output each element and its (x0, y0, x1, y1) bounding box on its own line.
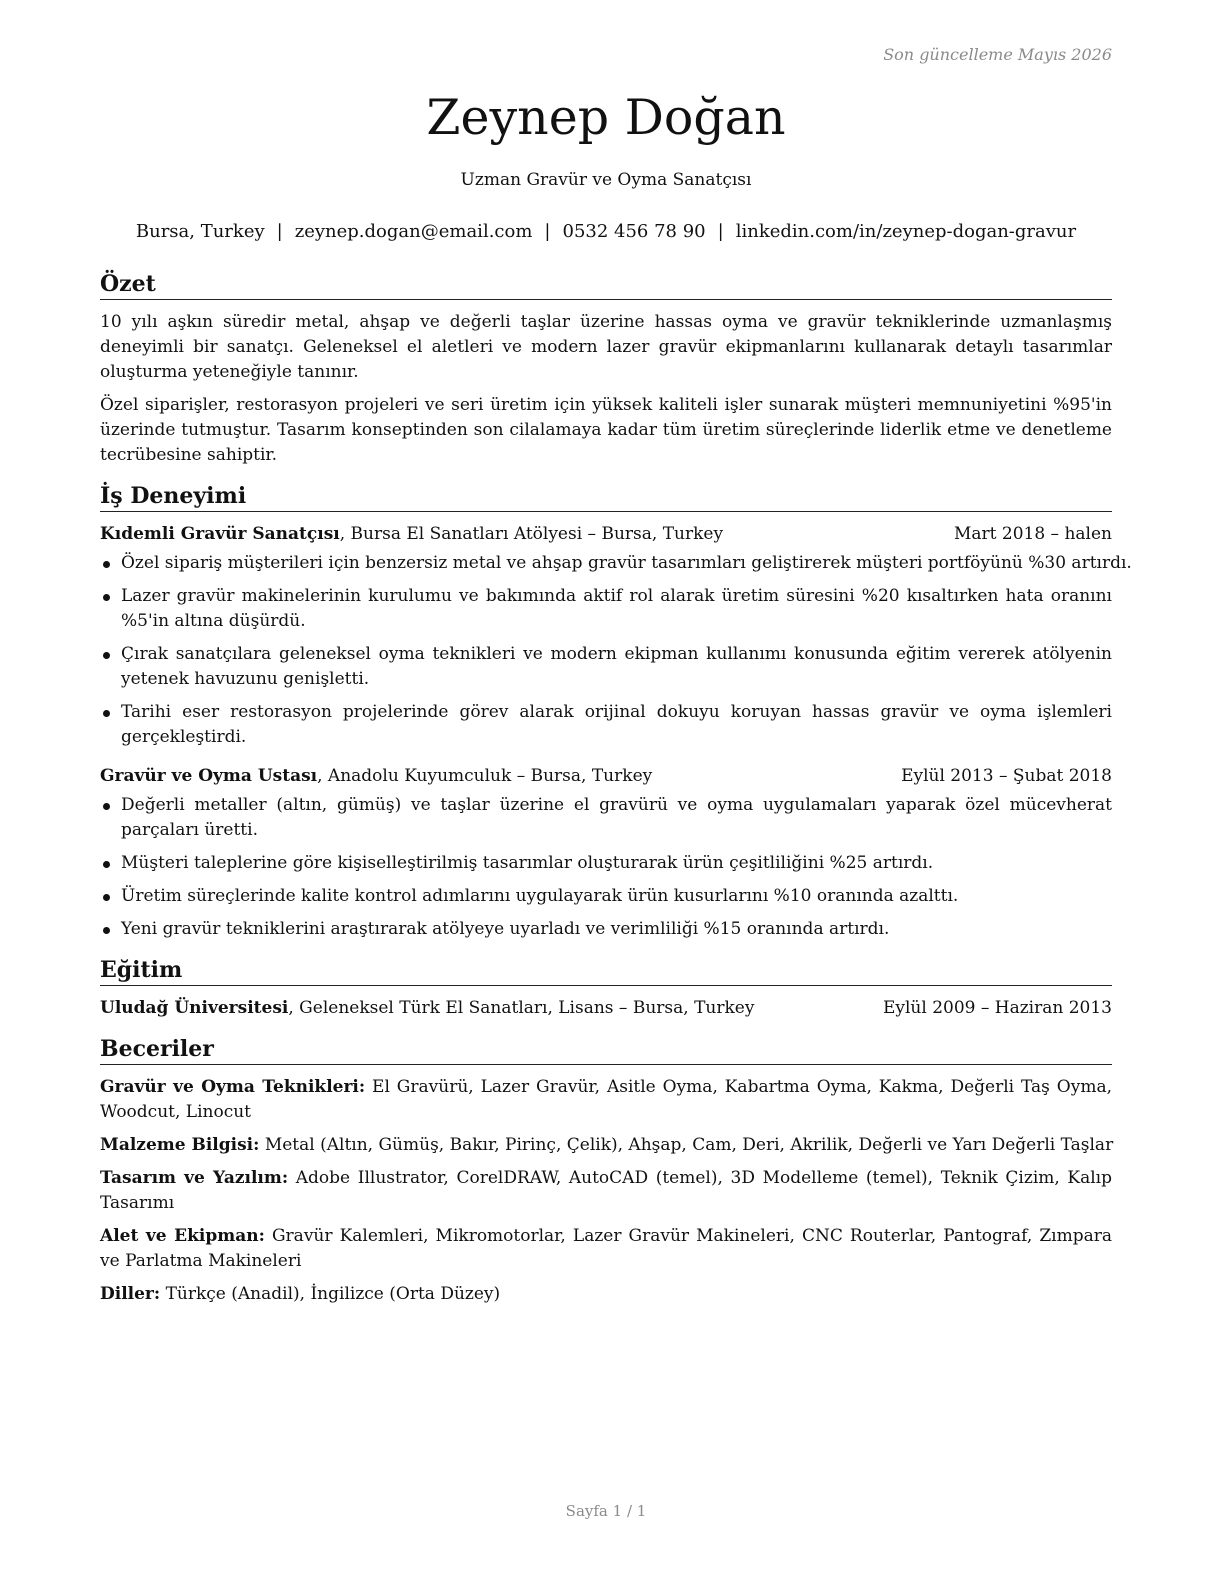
summary-paragraph: 10 yılı aşkın süredir metal, ahşap ve değerli taşlar üzerine hassas oyma ve gravür tekniklerinde uzmanlaşmış deneyimli bir sanatçı. Geleneksel el aletleri ve modern lazer gravür ekipmanlarını kullanarak detaylı tasarımlar oluşturma yeteneğiyle tanınır. (100, 312, 1112, 382)
section-heading-summary: Özet (100, 270, 1112, 300)
last-updated: Son güncelleme Mayıs 2026 (883, 45, 1112, 64)
list-item: Çırak sanatçılara geleneksel oyma teknikleri ve modern ekipman kullanımı konusunda eğitim vererek atölyenin yetenek havuzunu genişletti. (100, 642, 1112, 692)
list-item: Tarihi eser restorasyon projelerinde görev alarak orijinal dokuyu koruyan hassas gravür ve oyma işlemleri gerçekleştirdi. (100, 700, 1112, 750)
list-item: Lazer gravür makinelerinin kurulumu ve bakımında aktif rol alarak üretim süresini %20 kısaltırken hata oranını %5'in altına düşürdü. (100, 584, 1112, 634)
education-section (100, 956, 1112, 1021)
job-role: Kıdemli Gravür Sanatçısı (100, 524, 340, 544)
job-bullets (100, 551, 1132, 750)
education-detail: , Geleneksel Türk El Sanatları, Lisans – Bursa, Turkey (288, 998, 755, 1018)
skill-row (100, 1224, 1112, 1274)
skills-section (100, 1035, 1112, 1307)
contact-separator: | (276, 221, 283, 242)
list-item: Üretim süreçlerinde kalite kontrol adımlarını uygulayarak ürün kusurlarını %10 oranında azalttı. (100, 884, 1112, 909)
skill-row (100, 1166, 1112, 1216)
contact-phone: 0532 456 78 90 (562, 221, 706, 242)
contact-location: Bursa, Turkey (135, 221, 265, 242)
job-title-line (100, 764, 652, 789)
contact-email[interactable]: zeynep.dogan@email.com (294, 221, 533, 242)
education-school: Uludağ Üniversitesi (100, 998, 289, 1018)
list-item: Yeni gravür tekniklerini araştırarak atölyeye uyarladı ve verimliliği %15 oranında artırdı. (100, 917, 1112, 942)
section-heading-skills: Beceriler (100, 1035, 1112, 1065)
job-header (100, 764, 1112, 789)
candidate-title: Uzman Gravür ve Oyma Sanatçısı (460, 170, 752, 190)
job-org: , Bursa El Sanatları Atölyesi – Bursa, Turkey (339, 524, 724, 544)
skill-value: El Gravürü, Lazer Gravür, Asitle Oyma, Kabartma Oyma, Kakma, Değerli Taş Oyma, Woodcut, Linocut (100, 1077, 1112, 1122)
contact-separator: | (717, 221, 724, 242)
candidate-name: Zeynep Doğan (426, 89, 786, 146)
page-number: Sayfa 1 / 1 (565, 1502, 647, 1520)
job-dates: Mart 2018 – halen (953, 524, 1112, 544)
job-entry (100, 522, 1132, 750)
skill-row (100, 1282, 1112, 1307)
list-item: Müşteri taleplerine göre kişiselleştirilmiş tasarımlar oluşturarak ürün çeşitliliğini %25 artırdı. (100, 851, 1112, 876)
job-entry (100, 764, 1112, 942)
job-title-line (100, 522, 723, 547)
skill-label: Gravür ve Oyma Teknikleri: (100, 1077, 366, 1097)
contact-line (100, 219, 1112, 245)
contact-linkedin[interactable]: linkedin.com/in/zeynep-dogan-gravur (735, 221, 1077, 242)
skill-label: Alet ve Ekipman: (100, 1226, 265, 1246)
experience-section (100, 482, 1132, 942)
resume-page (100, 0, 1132, 1584)
job-dates: Eylül 2013 – Şubat 2018 (901, 766, 1112, 786)
list-item: Özel sipariş müşterileri için benzersiz metal ve ahşap gravür tasarımları geliştirerek müşteri portföyünü %30 artırdı. (100, 551, 1112, 576)
job-header (100, 522, 1112, 547)
section-heading-education: Eğitim (100, 956, 1112, 986)
resume-content (100, 270, 1132, 1315)
skill-label: Diller: (100, 1284, 161, 1304)
job-org: , Anadolu Kuyumculuk – Bursa, Turkey (317, 766, 653, 786)
skill-value: Gravür Kalemleri, Mikromotorlar, Lazer Gravür Makineleri, CNC Routerlar, Pantograf, Zımpara ve Parlatma Makineleri (100, 1226, 1112, 1271)
skill-row (100, 1133, 1112, 1158)
summary-paragraph: Özel siparişler, restorasyon projeleri ve seri üretim için yüksek kaliteli işler sunarak müşteri memnuniyetini %95'in üzerinde tutmuştur. Tasarım konseptinden son cilalamaya kadar tüm üretim süreçlerinde liderlik etme ve denetleme tecrübesine sahiptir. (100, 395, 1112, 465)
education-entry (100, 996, 1112, 1021)
skill-value: Adobe Illustrator, CorelDRAW, AutoCAD (temel), 3D Modelleme (temel), Teknik Çizim, Kalıp Tasarımı (100, 1168, 1112, 1213)
skill-label: Tasarım ve Yazılım: (100, 1168, 289, 1188)
job-bullets (100, 793, 1112, 942)
skill-value: Türkçe (Anadil), İngilizce (Orta Düzey) (160, 1284, 501, 1304)
section-heading-experience: İş Deneyimi (100, 482, 1112, 512)
list-item: Değerli metaller (altın, gümüş) ve taşlar üzerine el gravürü ve oyma uygulamaları yaparak özel mücevherat parçaları üretti. (100, 793, 1112, 843)
skill-value: Metal (Altın, Gümüş, Bakır, Pirinç, Çelik), Ahşap, Cam, Deri, Akrilik, Değerli ve Yarı Değerli Taşlar (259, 1135, 1114, 1155)
skill-row (100, 1075, 1112, 1125)
contact-separator: | (544, 221, 551, 242)
summary-section (100, 270, 1112, 468)
education-line (100, 996, 754, 1021)
job-role: Gravür ve Oyma Ustası (100, 766, 318, 786)
skill-label: Malzeme Bilgisi: (100, 1135, 260, 1155)
education-dates: Eylül 2009 – Haziran 2013 (882, 998, 1112, 1018)
